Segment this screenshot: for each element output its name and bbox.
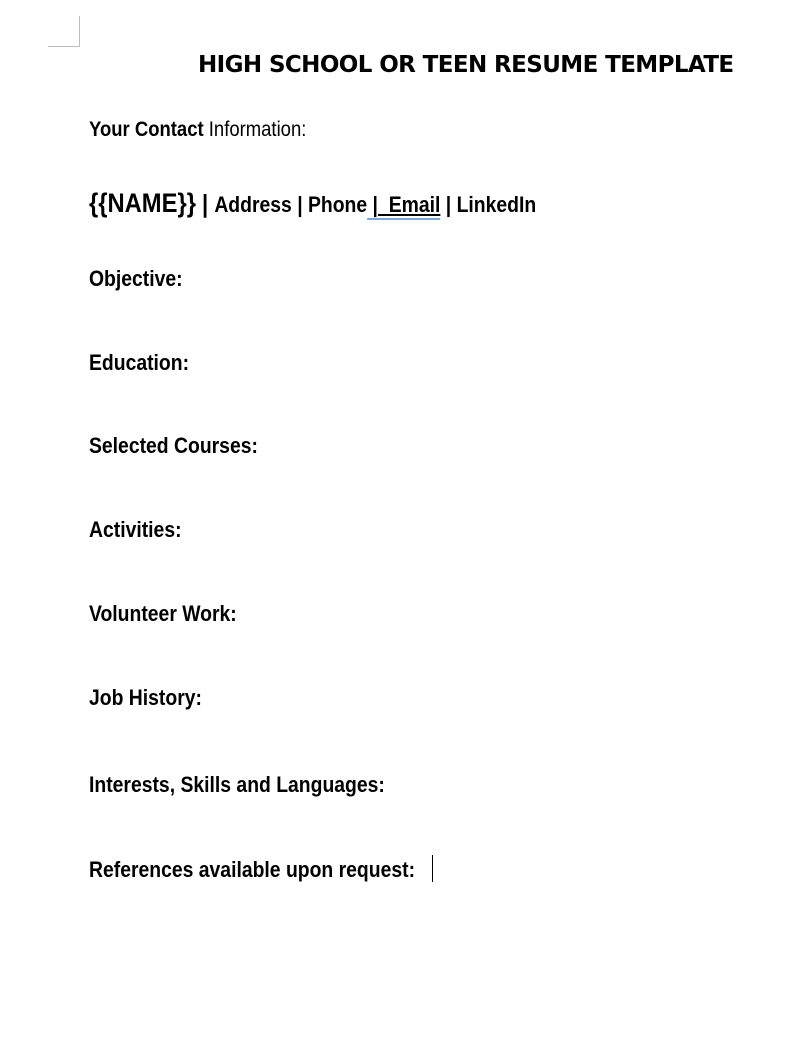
phone-field: Phone xyxy=(307,192,368,217)
separator: | xyxy=(291,192,308,217)
name-placeholder: {{NAME}} xyxy=(89,188,196,218)
volunteer-work-heading: Volunteer Work: xyxy=(89,601,237,626)
contact-line xyxy=(89,188,536,220)
page-corner-mark xyxy=(48,16,80,47)
contact-label-rest: Information: xyxy=(203,118,307,141)
interests-skills-heading: Interests, Skills and Languages: xyxy=(89,772,385,797)
activities-heading: Activities: xyxy=(89,517,182,542)
contact-info-label xyxy=(89,118,306,142)
job-history-heading: Job History: xyxy=(89,685,202,710)
address-field: Address xyxy=(214,192,292,217)
separator: | xyxy=(195,190,215,218)
objective-heading: Objective: xyxy=(89,266,183,291)
references-heading: References available upon request: xyxy=(89,857,416,882)
email-link[interactable]: Email xyxy=(377,192,441,217)
email-link-wrap[interactable] xyxy=(367,192,440,220)
contact-label-bold: Your Contact xyxy=(89,118,204,141)
education-heading: Education: xyxy=(89,350,190,375)
text-cursor xyxy=(432,855,433,882)
linkedin-field: LinkedIn xyxy=(456,192,537,217)
selected-courses-heading: Selected Courses: xyxy=(89,433,258,458)
document-title: HIGH SCHOOL OR TEEN RESUME TEMPLATE xyxy=(198,52,734,78)
separator: | xyxy=(367,192,378,217)
separator: | xyxy=(440,192,457,217)
